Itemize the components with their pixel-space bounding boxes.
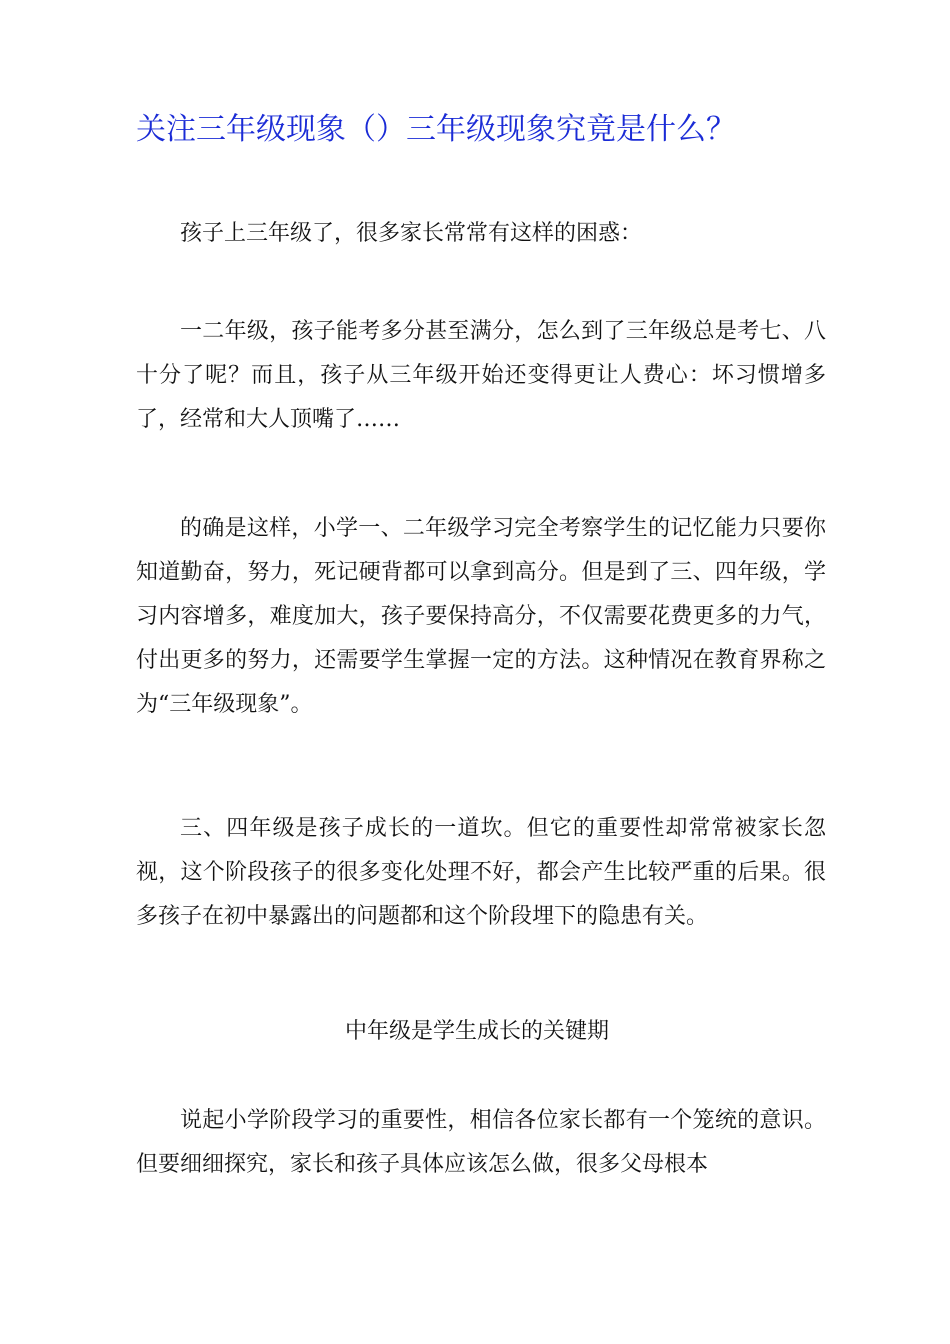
paragraph-3: 的确是这样，小学一、二年级学习完全考察学生的记忆能力只要你知道勤奋，努力，死记硬背都可以拿到高分。但是到了三、四年级，学习内容增多，难度加大，孩子要保持高分，不仅需要花费更多的力气，付出更多的努力，还需要学生掌握一定的方法。这种情况在教育界称之为“三年级现象”。 <box>136 516 826 717</box>
paragraph-1: 孩子上三年级了，很多家长常常有这样的困惑： <box>180 221 643 246</box>
paragraph-2: 一二年级，孩子能考多分甚至满分，怎么到了三年级总是考七、八十分了呢？而且，孩子从三年级开始还变得更让人费心：坏习惯增多了，经常和大人顶嘴了…… <box>136 319 826 432</box>
document-title: 关注三年级现象（）三年级现象究竟是什么？ <box>136 112 736 147</box>
paragraph-5: 说起小学阶段学习的重要性，相信各位家长都有一个笼统的意识。但要细细探究，家长和孩子具体应该怎么做，很多父母根本 <box>136 1108 826 1177</box>
paragraph-4: 三、四年级是孩子成长的一道坎。但它的重要性却常常被家长忽视，这个阶段孩子的很多变化处理不好，都会产生比较严重的后果。很多孩子在初中暴露出的问题都和这个阶段埋下的隐患有关。 <box>136 816 826 929</box>
section-heading: 中年级是学生成长的关键期 <box>344 1019 609 1044</box>
